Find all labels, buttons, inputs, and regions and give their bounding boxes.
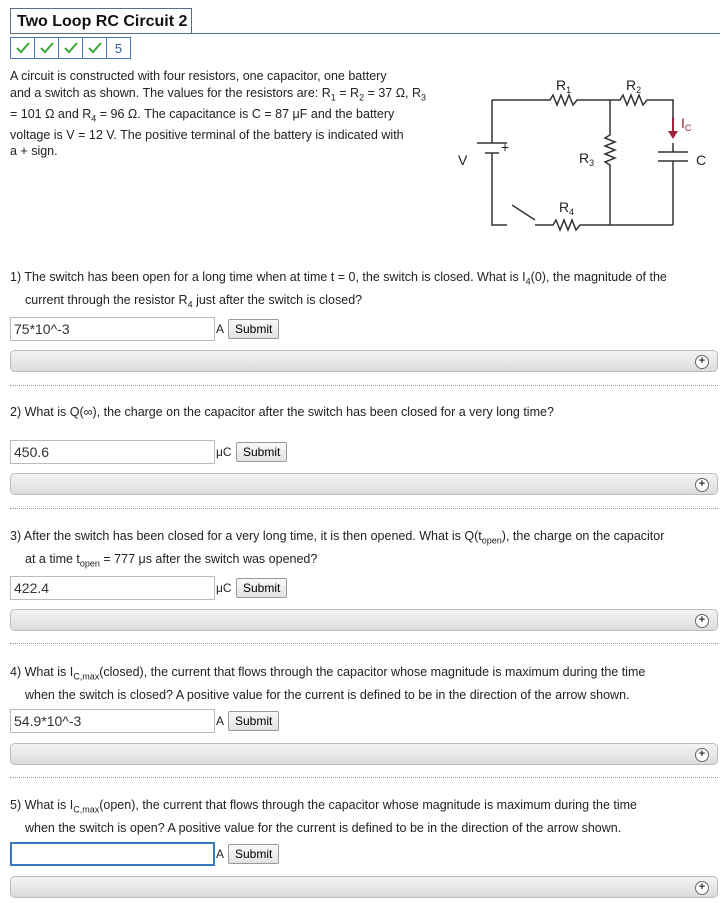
plus-circle-icon[interactable]: +	[695, 881, 709, 895]
plus-circle-icon[interactable]: +	[695, 748, 709, 762]
check-icon	[83, 38, 107, 58]
problem-description: A circuit is constructed with four resistors, one capacitor, one battery and a switch as shown. The values for the resistors are: $R_1 = R_2 = 37$ Ω, $R_3$ = 101 Ω and $R_4 = 96$ Ω. The capacitance is C = 87 μF and the battery voltage is V = 12 V. The positive terminal of the battery is indicated with a + sign.	[10, 69, 427, 158]
submit-button-2[interactable]: Submit	[236, 442, 287, 462]
question-1: 1) The switch has been open for a long time when at time t = 0, the switch is closed. What is $I_4(0)$, the magnitude of the current through the resistor $R_4$ just after the switch is closed?	[10, 270, 667, 309]
problem-title: Two Loop RC Circuit 2	[17, 13, 188, 30]
check-icon	[35, 38, 59, 58]
unit-label-1: A	[216, 322, 225, 336]
capacitor-plates	[658, 152, 688, 161]
circuit-diagram	[455, 75, 720, 235]
answer-input-2[interactable]: 450.6	[10, 440, 215, 464]
question-5: 5) What is $I_{C,max}(open)$, the current that flows through the capacitor whose magnitude is maximum during the time when the switch is open? A positive value for the current is defined to be in the direction of the arrow shown.	[10, 798, 638, 835]
progress-checks	[10, 37, 131, 59]
hint-bar-3[interactable]	[10, 609, 718, 631]
label-plus: +	[501, 139, 510, 155]
answer-input-1[interactable]: 75*10^-3	[10, 317, 215, 341]
plus-circle-icon[interactable]: +	[695, 478, 709, 492]
hint-bar-5[interactable]	[10, 876, 718, 898]
answer-input-4[interactable]: 54.9*10^-3	[10, 709, 215, 733]
wire-left-bottom	[492, 168, 507, 225]
check-icon	[59, 38, 83, 58]
submit-button-5[interactable]: Submit	[228, 844, 279, 864]
resistor-r2	[610, 95, 673, 117]
label-r2: $R_2$	[626, 77, 642, 95]
current-arrow-icon	[668, 131, 678, 139]
answer-input-5[interactable]	[10, 842, 215, 866]
question-2: 2) What is Q(∞), the charge on the capacitor after the switch has been closed for a very long time?	[10, 405, 554, 419]
label-c: C	[696, 152, 707, 168]
unit-label-4: A	[216, 714, 225, 728]
unit-label-2: μC	[216, 445, 232, 459]
submit-button-4[interactable]: Submit	[228, 711, 279, 731]
hint-bar-4[interactable]	[10, 743, 718, 765]
label-v: V	[458, 152, 468, 168]
label-r4: $R_4$	[559, 199, 575, 217]
attempt-count: 5	[114, 40, 123, 56]
hint-bar-1[interactable]	[10, 350, 718, 372]
resistor-r3	[605, 100, 615, 225]
unit-label-5: A	[216, 847, 225, 861]
question-3: 3) After the switch has been closed for a very long time, it is then opened. What is $Q(t_{open})$, the charge on the capacitor at a time $t_{open} = 777$ μs after the switch was opened?	[10, 529, 665, 568]
divider	[10, 385, 718, 386]
switch	[512, 205, 535, 220]
submit-button-1[interactable]: Submit	[228, 319, 279, 339]
title-divider	[10, 33, 720, 34]
problem-title-tab	[10, 8, 192, 34]
label-r1: $R_1$	[556, 77, 572, 95]
hint-bar-2[interactable]	[10, 473, 718, 495]
plus-circle-icon[interactable]: +	[695, 355, 709, 369]
resistor-r1	[492, 95, 610, 105]
question-4: 4) What is $I_{C,max}(closed)$, the current that flows through the capacitor whose magnitude is maximum during the time when the switch is closed? A positive value for the current is defined to be in the direction of the arrow shown.	[10, 665, 646, 702]
label-ic: $I_C$	[681, 115, 692, 133]
divider	[10, 508, 718, 509]
answer-input-3[interactable]: 422.4	[10, 576, 215, 600]
resistor-r4	[535, 220, 673, 230]
unit-label-3: μC	[216, 581, 232, 595]
label-r3: $R_3$	[579, 150, 595, 168]
check-icon	[11, 38, 35, 58]
divider	[10, 777, 718, 778]
divider	[10, 643, 718, 644]
plus-circle-icon[interactable]: +	[695, 614, 709, 628]
submit-button-3[interactable]: Submit	[236, 578, 287, 598]
